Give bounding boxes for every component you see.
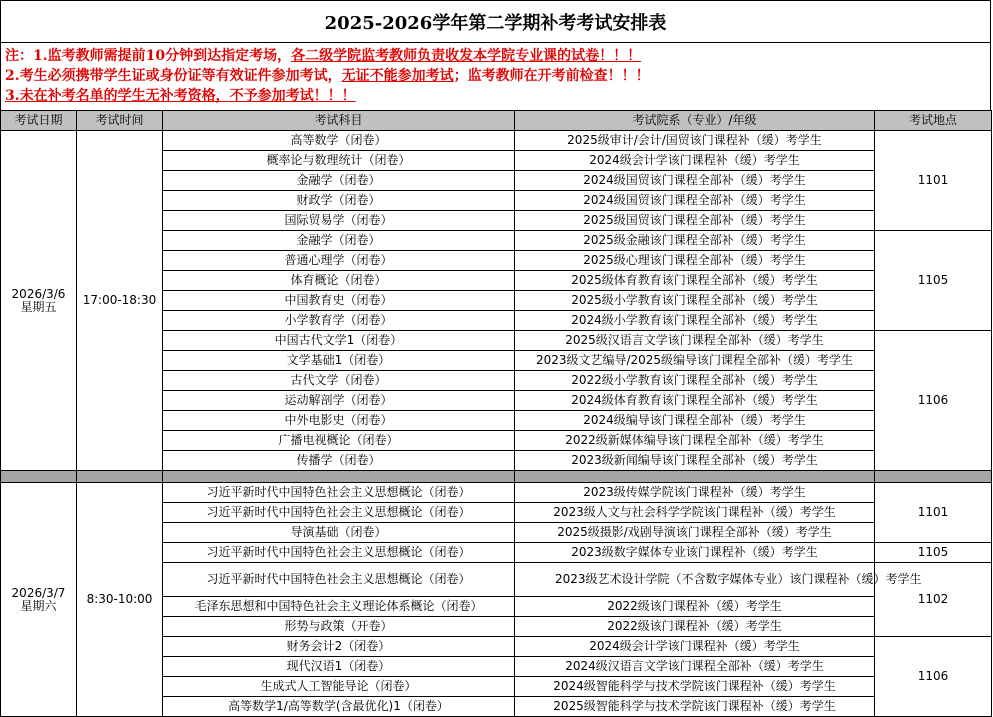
subject-cell: 习近平新时代中国特色社会主义思想概论（闭卷） <box>163 503 515 523</box>
table-row <box>1 483 992 503</box>
dept-cell: 2022级该门课程补（缓）考学生 <box>515 617 875 637</box>
subject-cell: 财政学（闭卷） <box>163 191 515 211</box>
day1-weekday: 星期五 <box>20 299 57 314</box>
room-cell: 1106 <box>875 637 992 717</box>
subject-cell: 国际贸易学（闭卷） <box>163 211 515 231</box>
day1-time: 17:00-18:30 <box>77 131 163 471</box>
room-cell: 1106 <box>875 331 992 471</box>
dept-cell: 2024级体育教育该门课程全部补（缓）考学生 <box>515 391 875 411</box>
separator-cell <box>77 471 163 483</box>
dept-cell: 2025级智能科学与技术学院该门课程补（缓）考学生 <box>515 697 875 717</box>
note-1-underlined: 各二级学院监考教师负责收发本学院专业课的试卷！！！ <box>291 48 642 64</box>
note-2-tail: ；监考教师在开考前检查！！！ <box>453 68 650 84</box>
subject-cell: 普通心理学（闭卷） <box>163 251 515 271</box>
separator-cell <box>875 471 992 483</box>
dept-cell: 2025级国贸该门课程全部补（缓）考学生 <box>515 211 875 231</box>
dept-cell: 2025级摄影/戏剧导演该门课程全部补（缓）考学生 <box>515 523 875 543</box>
header-time: 考试时间 <box>77 111 163 131</box>
dept-cell: 2024级智能科学与技术学院该门课程补（缓）考学生 <box>515 677 875 697</box>
note-2-underlined: 无证不能参加考试 <box>341 68 454 84</box>
schedule-table <box>0 110 992 717</box>
subject-cell: 传播学（闭卷） <box>163 451 515 471</box>
subject-cell: 形势与政策（开卷） <box>163 617 515 637</box>
dept-cell: 2022级新媒体编导该门课程全部补（缓）考学生 <box>515 431 875 451</box>
subject-cell: 中国古代文学1（闭卷） <box>163 331 515 351</box>
table-row <box>1 131 992 151</box>
dept-cell: 2025级汉语言文学该门课程全部补（缓）考学生 <box>515 331 875 351</box>
separator-cell <box>163 471 515 483</box>
note-2-text: 2.考生必须携带学生证或身份证等有效证件参加考试， <box>5 68 342 84</box>
room-cell: 1105 <box>875 543 992 563</box>
dept-cell: 2023级传媒学院该门课程补（缓）考学生 <box>515 483 875 503</box>
header-row <box>1 111 992 131</box>
note-1-text: 注：1.监考教师需提前10分钟到达指定考场， <box>5 48 292 64</box>
subject-cell: 古代文学（闭卷） <box>163 371 515 391</box>
dept-cell: 2024级编导该门课程全部补（缓）考学生 <box>515 411 875 431</box>
room-cell: 1101 <box>875 131 992 231</box>
header-department: 考试院系（专业）/年级 <box>515 111 875 131</box>
dept-cell: 2025级体育教育该门课程全部补（缓）考学生 <box>515 271 875 291</box>
subject-cell: 习近平新时代中国特色社会主义思想概论（闭卷） <box>163 483 515 503</box>
room-cell: 1105 <box>875 231 992 331</box>
day2-weekday: 星期六 <box>20 598 57 613</box>
dept-cell: 2023级新闻编导该门课程全部补（缓）考学生 <box>515 451 875 471</box>
note-line-2 <box>5 66 990 86</box>
dept-cell: 2024级会计学该门课程补（缓）考学生 <box>515 637 875 657</box>
subject-cell: 广播电视概论（闭卷） <box>163 431 515 451</box>
dept-cell: 2024级会计学该门课程补（缓）考学生 <box>515 151 875 171</box>
dept-cell: 2023级数字媒体专业该门课程补（缓）考学生 <box>515 543 875 563</box>
dept-cell: 2025级金融该门课程全部补（缓）考学生 <box>515 231 875 251</box>
dept-cell: 2023级人文与社会科学学院该门课程补（缓）考学生 <box>515 503 875 523</box>
note-line-3 <box>5 86 990 106</box>
subject-cell: 中国教育史（闭卷） <box>163 291 515 311</box>
day1-date-cell <box>1 131 77 471</box>
room-cell: 1101 <box>875 483 992 543</box>
subject-cell: 财务会计2（闭卷） <box>163 637 515 657</box>
subject-cell: 高等数学（闭卷） <box>163 131 515 151</box>
note-3-text: 3.未在补考名单的学生无补考资格，不予参加考试！！！ <box>5 88 356 104</box>
separator-cell <box>515 471 875 483</box>
dept-cell: 2024级汉语言文学该门课程全部补（缓）考学生 <box>515 657 875 677</box>
subject-cell: 导演基础（闭卷） <box>163 523 515 543</box>
header-room: 考试地点 <box>875 111 992 131</box>
note-line-1 <box>5 46 990 66</box>
subject-cell: 金融学（闭卷） <box>163 231 515 251</box>
subject-cell: 概率论与数理统计（闭卷） <box>163 151 515 171</box>
dept-cell: 2025级小学教育该门课程全部补（缓）考学生 <box>515 291 875 311</box>
day1-date: 2026/3/6 <box>11 286 66 301</box>
dept-cell: 2025级审计/会计/国贸该门课程补（缓）考学生 <box>515 131 875 151</box>
subject-cell: 习近平新时代中国特色社会主义思想概论（闭卷） <box>163 563 515 597</box>
day2-date-cell <box>1 483 77 717</box>
notes-block <box>0 43 991 110</box>
day2-time: 8:30-10:00 <box>77 483 163 717</box>
day2-date: 2026/3/7 <box>11 585 66 600</box>
subject-cell: 生成式人工智能导论（闭卷） <box>163 677 515 697</box>
subject-cell: 小学教育学（闭卷） <box>163 311 515 331</box>
subject-cell: 高等数学1/高等数学(含最优化)1（闭卷） <box>163 697 515 717</box>
subject-cell: 中外电影史（闭卷） <box>163 411 515 431</box>
subject-cell: 金融学（闭卷） <box>163 171 515 191</box>
header-date: 考试日期 <box>1 111 77 131</box>
dept-cell: 2024级国贸该门课程全部补（缓）考学生 <box>515 171 875 191</box>
separator-row <box>1 471 992 483</box>
dept-cell: 2024级小学教育该门课程全部补（缓）考学生 <box>515 311 875 331</box>
subject-cell: 毛泽东思想和中国特色社会主义理论体系概论（闭卷） <box>163 597 515 617</box>
dept-cell: 2023级艺术设计学院（不含数字媒体专业）该门课程补（缓）考学生 <box>515 563 875 597</box>
dept-cell: 2024级国贸该门课程全部补（缓）考学生 <box>515 191 875 211</box>
subject-cell: 习近平新时代中国特色社会主义思想概论（闭卷） <box>163 543 515 563</box>
subject-cell: 运动解剖学（闭卷） <box>163 391 515 411</box>
room-cell: 1102 <box>875 563 992 637</box>
subject-cell: 现代汉语1（闭卷） <box>163 657 515 677</box>
dept-cell: 2022级该门课程补（缓）考学生 <box>515 597 875 617</box>
subject-cell: 体育概论（闭卷） <box>163 271 515 291</box>
subject-cell: 文学基础1（闭卷） <box>163 351 515 371</box>
dept-cell: 2022级小学教育该门课程全部补（缓）考学生 <box>515 371 875 391</box>
dept-cell: 2025级心理该门课程全部补（缓）考学生 <box>515 251 875 271</box>
sheet-title: 2025-2026学年第二学期补考考试安排表 <box>0 0 991 43</box>
dept-cell: 2023级文艺编导/2025级编导该门课程全部补（缓）考学生 <box>515 351 875 371</box>
separator-cell <box>1 471 77 483</box>
header-subject: 考试科目 <box>163 111 515 131</box>
